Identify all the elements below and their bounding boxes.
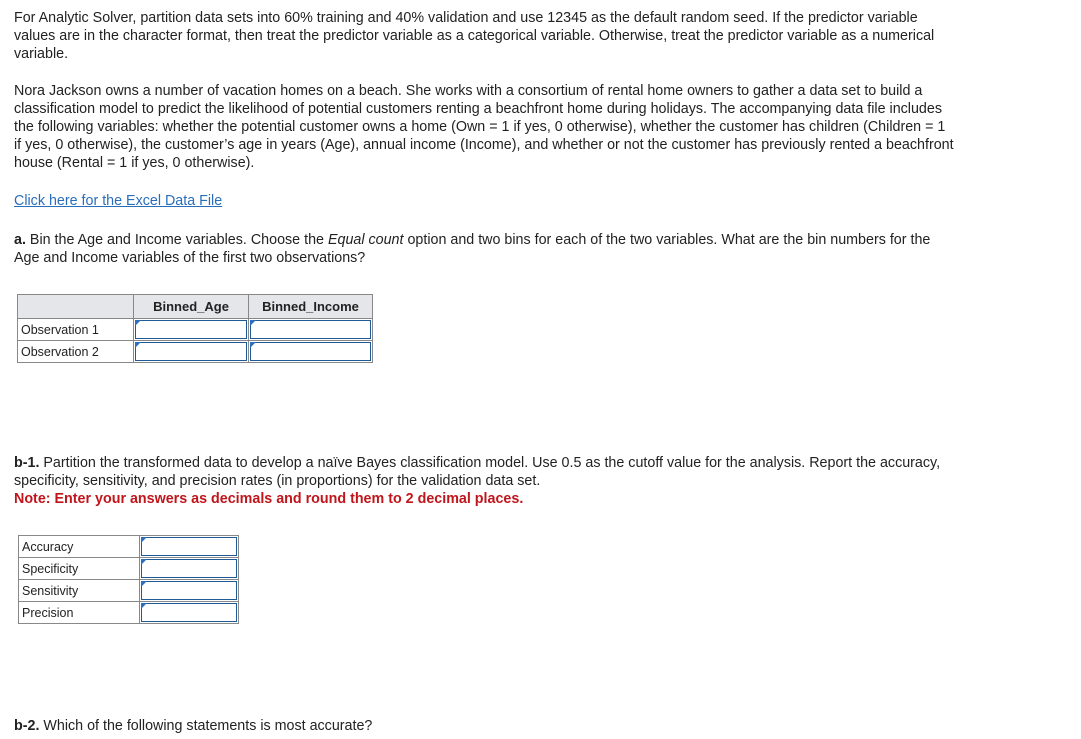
binned-income-header: Binned_Income xyxy=(249,295,373,319)
table-row xyxy=(18,319,373,341)
bin-table-header-row xyxy=(18,295,373,319)
accuracy-input[interactable] xyxy=(140,536,239,558)
precision-label: Precision xyxy=(19,602,140,624)
table-row xyxy=(19,558,239,580)
observation-1-binned-age-input[interactable] xyxy=(134,319,249,341)
sensitivity-label: Sensitivity xyxy=(19,580,140,602)
rounding-note: Note: Enter your answers as decimals and round them to 2 decimal places. xyxy=(14,491,524,507)
question-a xyxy=(14,231,954,267)
excel-data-file-link[interactable]: Click here for the Excel Data File xyxy=(14,193,223,209)
observation-2-binned-income-input[interactable] xyxy=(249,341,373,363)
precision-input[interactable] xyxy=(140,602,239,624)
table-row xyxy=(19,580,239,602)
question-b2-text: Which of the following statements is most accurate? xyxy=(39,718,373,734)
input-marker-icon xyxy=(250,342,256,348)
table-row xyxy=(19,536,239,558)
question-b2-label: b-2. xyxy=(14,718,40,734)
input-marker-icon xyxy=(141,559,147,565)
question-b2 xyxy=(14,717,954,735)
input-marker-icon xyxy=(135,342,141,348)
table-row xyxy=(19,602,239,624)
question-a-label: a. xyxy=(14,232,26,248)
sensitivity-input[interactable] xyxy=(140,580,239,602)
observation-2-label: Observation 2 xyxy=(18,341,134,363)
question-a-text-2: option and two bins for each of the two variables. What are the bin numbers for the Age and Income variables of the first two observations? xyxy=(14,232,931,266)
question-b1-label: b-1. xyxy=(14,455,40,471)
binned-age-header: Binned_Age xyxy=(134,295,249,319)
specificity-label: Specificity xyxy=(19,558,140,580)
input-marker-icon xyxy=(141,603,147,609)
question-a-emphasis: Equal count xyxy=(327,232,404,248)
question-b1 xyxy=(14,454,954,508)
table-row xyxy=(18,341,373,363)
input-marker-icon xyxy=(135,320,141,326)
observation-1-binned-income-input[interactable] xyxy=(249,319,373,341)
scenario-paragraph: Nora Jackson owns a number of vacation homes on a beach. She works with a consortium of rental home owners to gather a data set to build a classification model to predict the likelihood of potential customers renting a beachfront home during holidays. The accompanying data file includes the following variables: whether the potential customer owns a home (Own = 1 if yes, 0 otherwise), whether the customer has children (Children = 1 if yes, 0 otherwise), the customer’s age in years (Age), annual income (Income), and whether or not the customer has previously rented a beachfront house (Rental = 1 if yes, 0 otherwise). xyxy=(14,83,954,171)
input-marker-icon xyxy=(141,581,147,587)
metrics-answer-table xyxy=(18,535,239,624)
specificity-input[interactable] xyxy=(140,558,239,580)
observation-1-label: Observation 1 xyxy=(18,319,134,341)
instructions-paragraph: For Analytic Solver, partition data sets into 60% training and 40% validation and use 12345 as the default random seed. If the predictor variable values are in the character format, then treat the predictor variable as a categorical variable. Otherwise, treat the predictor variable as a numerical variable. xyxy=(14,10,935,62)
bin-table-corner xyxy=(18,295,134,319)
input-marker-icon xyxy=(141,537,147,543)
observation-2-binned-age-input[interactable] xyxy=(134,341,249,363)
bin-answer-table xyxy=(17,294,373,363)
question-b1-text: Partition the transformed data to develop a naïve Bayes classification model. Use 0.5 as the cutoff value for the analysis. Report the accuracy, specificity, sensitivity, and precision rates (in proportions) for the validation data set. xyxy=(14,455,941,489)
accuracy-label: Accuracy xyxy=(19,536,140,558)
question-a-text-1: Bin the Age and Income variables. Choose the xyxy=(25,232,328,248)
input-marker-icon xyxy=(250,320,256,326)
